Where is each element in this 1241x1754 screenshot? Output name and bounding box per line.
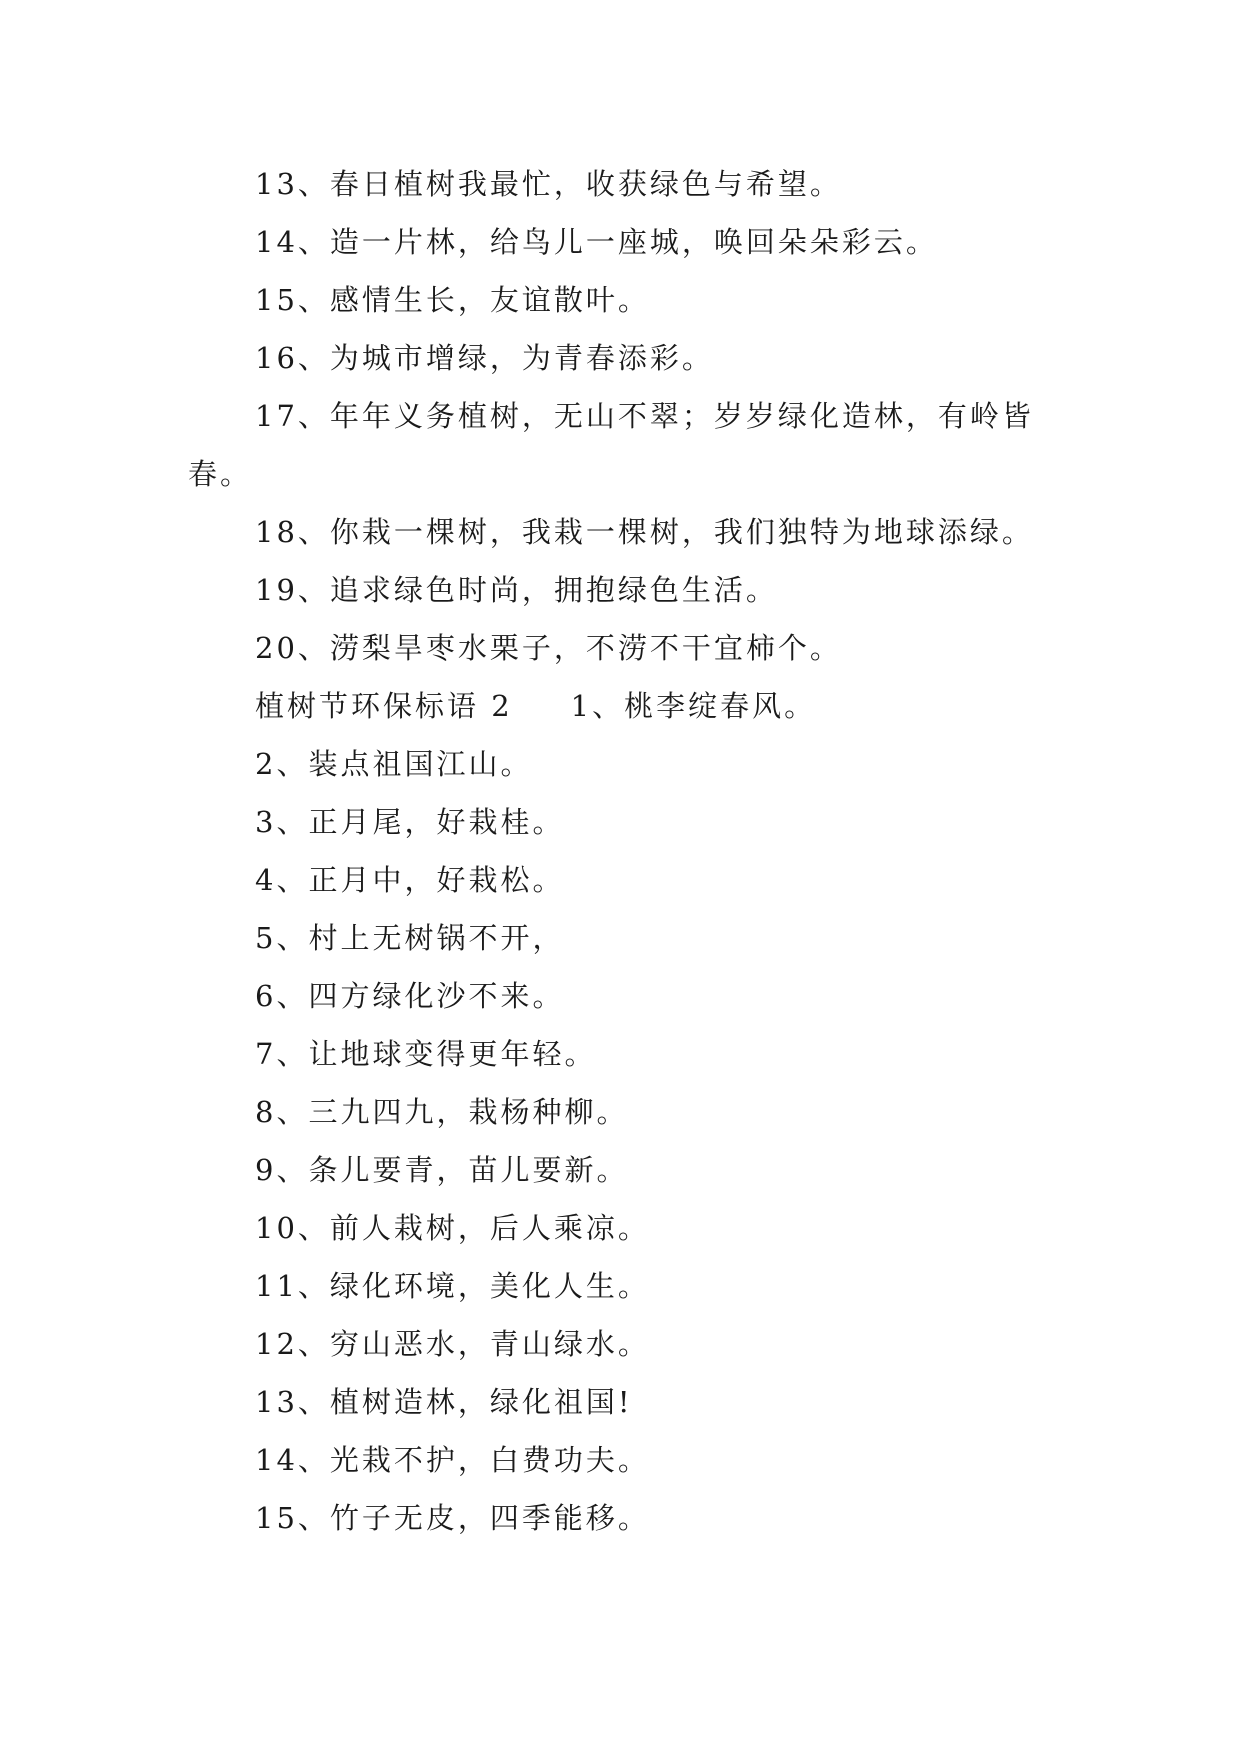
list-item: 11、绿化环境，美化人生。 [255, 1269, 650, 1303]
list-item: 8、三九四九，栽杨种柳。 [255, 1095, 629, 1129]
list-item: 9、条儿要青，苗儿要新。 [255, 1153, 629, 1187]
text-line: 20、涝梨旱枣水栗子，不涝不干宜柿个。 [255, 631, 842, 665]
list-item: 3、正月尾，好栽桂。 [255, 805, 565, 839]
list-item: 12、穷山恶水，青山绿水。 [255, 1327, 650, 1361]
text-line: 13、春日植树我最忙，收获绿色与希望。 [255, 167, 842, 201]
list-item: 10、前人栽树，后人乘凉。 [255, 1211, 650, 1245]
text-line-wrapped: 17、年年义务植树，无山不翠；岁岁绿化造林，有岭皆春。 [188, 399, 1034, 491]
section-heading-line [188, 677, 1048, 735]
text-line: 18、你栽一棵树，我栽一棵树，我们独特为地球添绿。 [255, 515, 1034, 549]
list-item: 14、光栽不护，白费功夫。 [255, 1443, 650, 1477]
list-item: 4、正月中，好栽松。 [255, 863, 565, 897]
list-item: 5、村上无树锅不开， [255, 921, 565, 955]
list-item: 13、植树造林，绿化祖国! [255, 1385, 633, 1419]
document-body [188, 155, 1048, 1547]
text-line: 14、造一片林，给鸟儿一座城，唤回朵朵彩云。 [255, 225, 938, 259]
text-line: 16、为城市增绿，为青春添彩。 [255, 341, 714, 375]
text-line: 19、追求绿色时尚，拥抱绿色生活。 [255, 573, 778, 607]
section-first-item: 1、桃李绽春风。 [570, 689, 817, 723]
text-line: 15、感情生长，友谊散叶。 [255, 283, 650, 317]
list-item: 6、四方绿化沙不来。 [255, 979, 565, 1013]
list-item: 15、竹子无皮，四季能移。 [255, 1501, 650, 1535]
list-item: 7、让地球变得更年轻。 [255, 1037, 597, 1071]
section-heading: 植树节环保标语 2 [255, 689, 513, 723]
list-item: 2、装点祖国江山。 [255, 747, 533, 781]
